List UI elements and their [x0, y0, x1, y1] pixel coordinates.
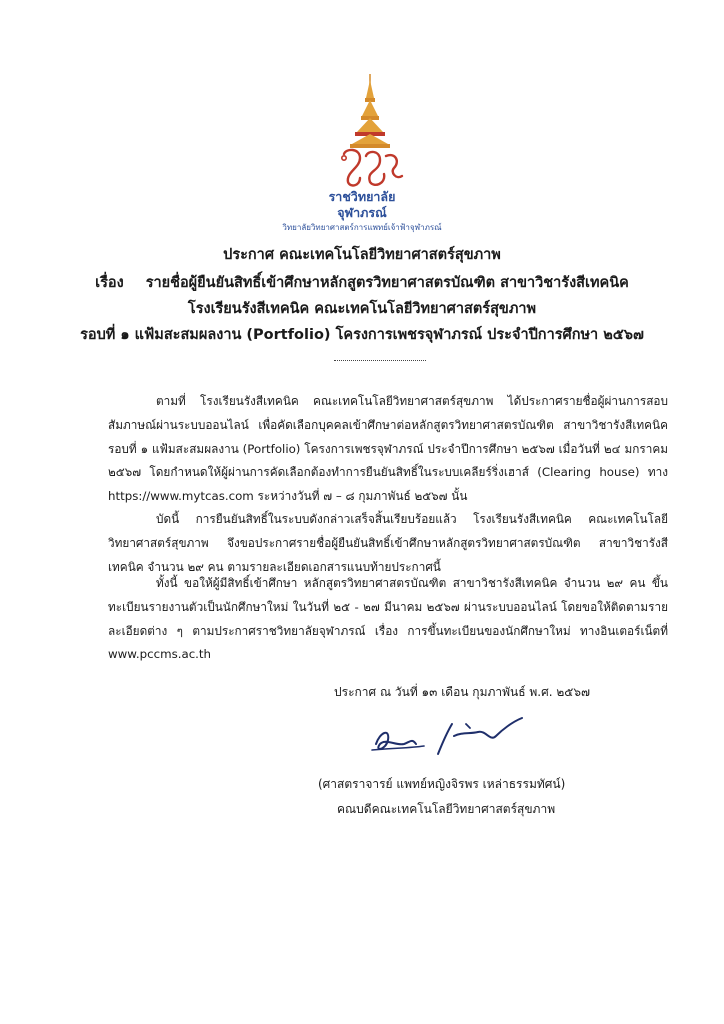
- signer-name: (ศาสตราจารย์ แพทย์หญิงจิรพร เหล่าธรรมทัศน์): [318, 777, 566, 791]
- body-paragraph-1: ตามที่ โรงเรียนรังสีเทคนิค คณะเทคโนโลยีวิทยาศาสตร์สุขภาพ ได้ประกาศรายชื่อผู้ผ่านการสอบสัมภาษณ์ผ่านระบบออนไลน์ เพื่อคัดเลือกบุคคลเข้าศึกษาต่อหลักสูตรวิทยาศาสตรบัณฑิต สาขาวิชารังสีเทคนิค รอบที่ ๑ แฟ้มสะสมผลงาน (Portfolio) โครงการเพชรจุฬาภรณ์ ประจำปีการศึกษา ๒๕๖๗ เมื่อวันที่ ๒๔ มกราคม ๒๕๖๗ โดยกำหนดให้ผู้ผ่านการคัดเลือกต้องทำการยืนยันสิทธิ์ในระบบเคลียร์ริ่งเฮาส์ (Clearing house) ทาง https://www.mytcas.com ระหว่างวันที่ ๗ – ๘ กุมภาพันธ์ ๒๕๖๗ นั้น: [108, 394, 668, 504]
- body-paragraph-2-container: [108, 508, 668, 579]
- signer-position: คณบดีคณะเทคโนโลยีวิทยาศาสตร์สุขภาพ: [337, 802, 556, 816]
- subject-line1: [0, 271, 724, 294]
- college-name-line1: ราชวิทยาลัย: [328, 189, 396, 204]
- body-paragraph-3: ทั้งนี้ ขอให้ผู้มีสิทธิ์เข้าศึกษา หลักสูตรวิทยาศาสตรบัณฑิต สาขาวิชารังสีเทคนิค จำนวน ๒๙ คน ขึ้นทะเบียนรายงานตัวเป็นนักศึกษาใหม่ ในวันที่ ๒๕ - ๒๗ มีนาคม ๒๕๖๗ ผ่านระบบออนไลน์ โดยขอให้ติดตามรายละเอียดต่าง ๆ ตามประกาศราชวิทยาลัยจุฬาภรณ์ เรื่อง การขึ้นทะเบียนของนักศึกษาใหม่ ทางอินเตอร์เน็ตที่ www.pccms.ac.th: [108, 576, 668, 662]
- announcement-date: ประกาศ ณ วันที่ ๑๓ เดือน กุมภาพันธ์ พ.ศ. ๒๕๖๗: [334, 685, 590, 699]
- subject-text: รายชื่อผู้ยืนยันสิทธิ์เข้าศึกษาหลักสูตรวิทยาศาสตรบัณฑิต สาขาวิชารังสีเทคนิค: [145, 275, 629, 291]
- body-paragraph-2: บัดนี้ การยืนยันสิทธิ์ในระบบดังกล่าวเสร็จสิ้นเรียบร้อยแล้ว โรงเรียนรังสีเทคนิค คณะเทคโนโลยีวิทยาศาสตร์สุขภาพ จึงขอประกาศรายชื่อผู้ยืนยันสิทธิ์เข้าศึกษาหลักสูตรวิทยาศาสตรบัณฑิต สาขาวิชารังสีเทคนิค จำนวน ๒๙ คน ตามรายละเอียดเอกสารแนบท้ายประกาศนี้: [108, 512, 668, 574]
- handwritten-signature-icon: [366, 714, 526, 760]
- announcement-title: ประกาศ คณะเทคโนโลยีวิทยาศาสตร์สุขภาพ: [223, 247, 501, 263]
- body-paragraph-1-container: [108, 390, 668, 509]
- subject-line3: รอบที่ ๑ แฟ้มสะสมผลงาน (Portfolio) โครงการเพชรจุฬาภรณ์ ประจำปีการศึกษา ๒๕๖๗: [80, 327, 644, 343]
- college-emblem-icon: [330, 72, 410, 190]
- separator-line: [334, 360, 426, 361]
- college-name-line2: จุฬาภรณ์: [337, 205, 387, 220]
- college-subtitle: วิทยาลัยวิทยาศาสตร์การแพทย์เจ้าฟ้าจุฬาภรณ์: [282, 223, 442, 232]
- subject-label: เรื่อง: [95, 275, 124, 291]
- subject-line2: โรงเรียนรังสีเทคนิค คณะเทคโนโลยีวิทยาศาสตร์สุขภาพ: [187, 301, 537, 317]
- body-paragraph-3-container: [108, 572, 668, 667]
